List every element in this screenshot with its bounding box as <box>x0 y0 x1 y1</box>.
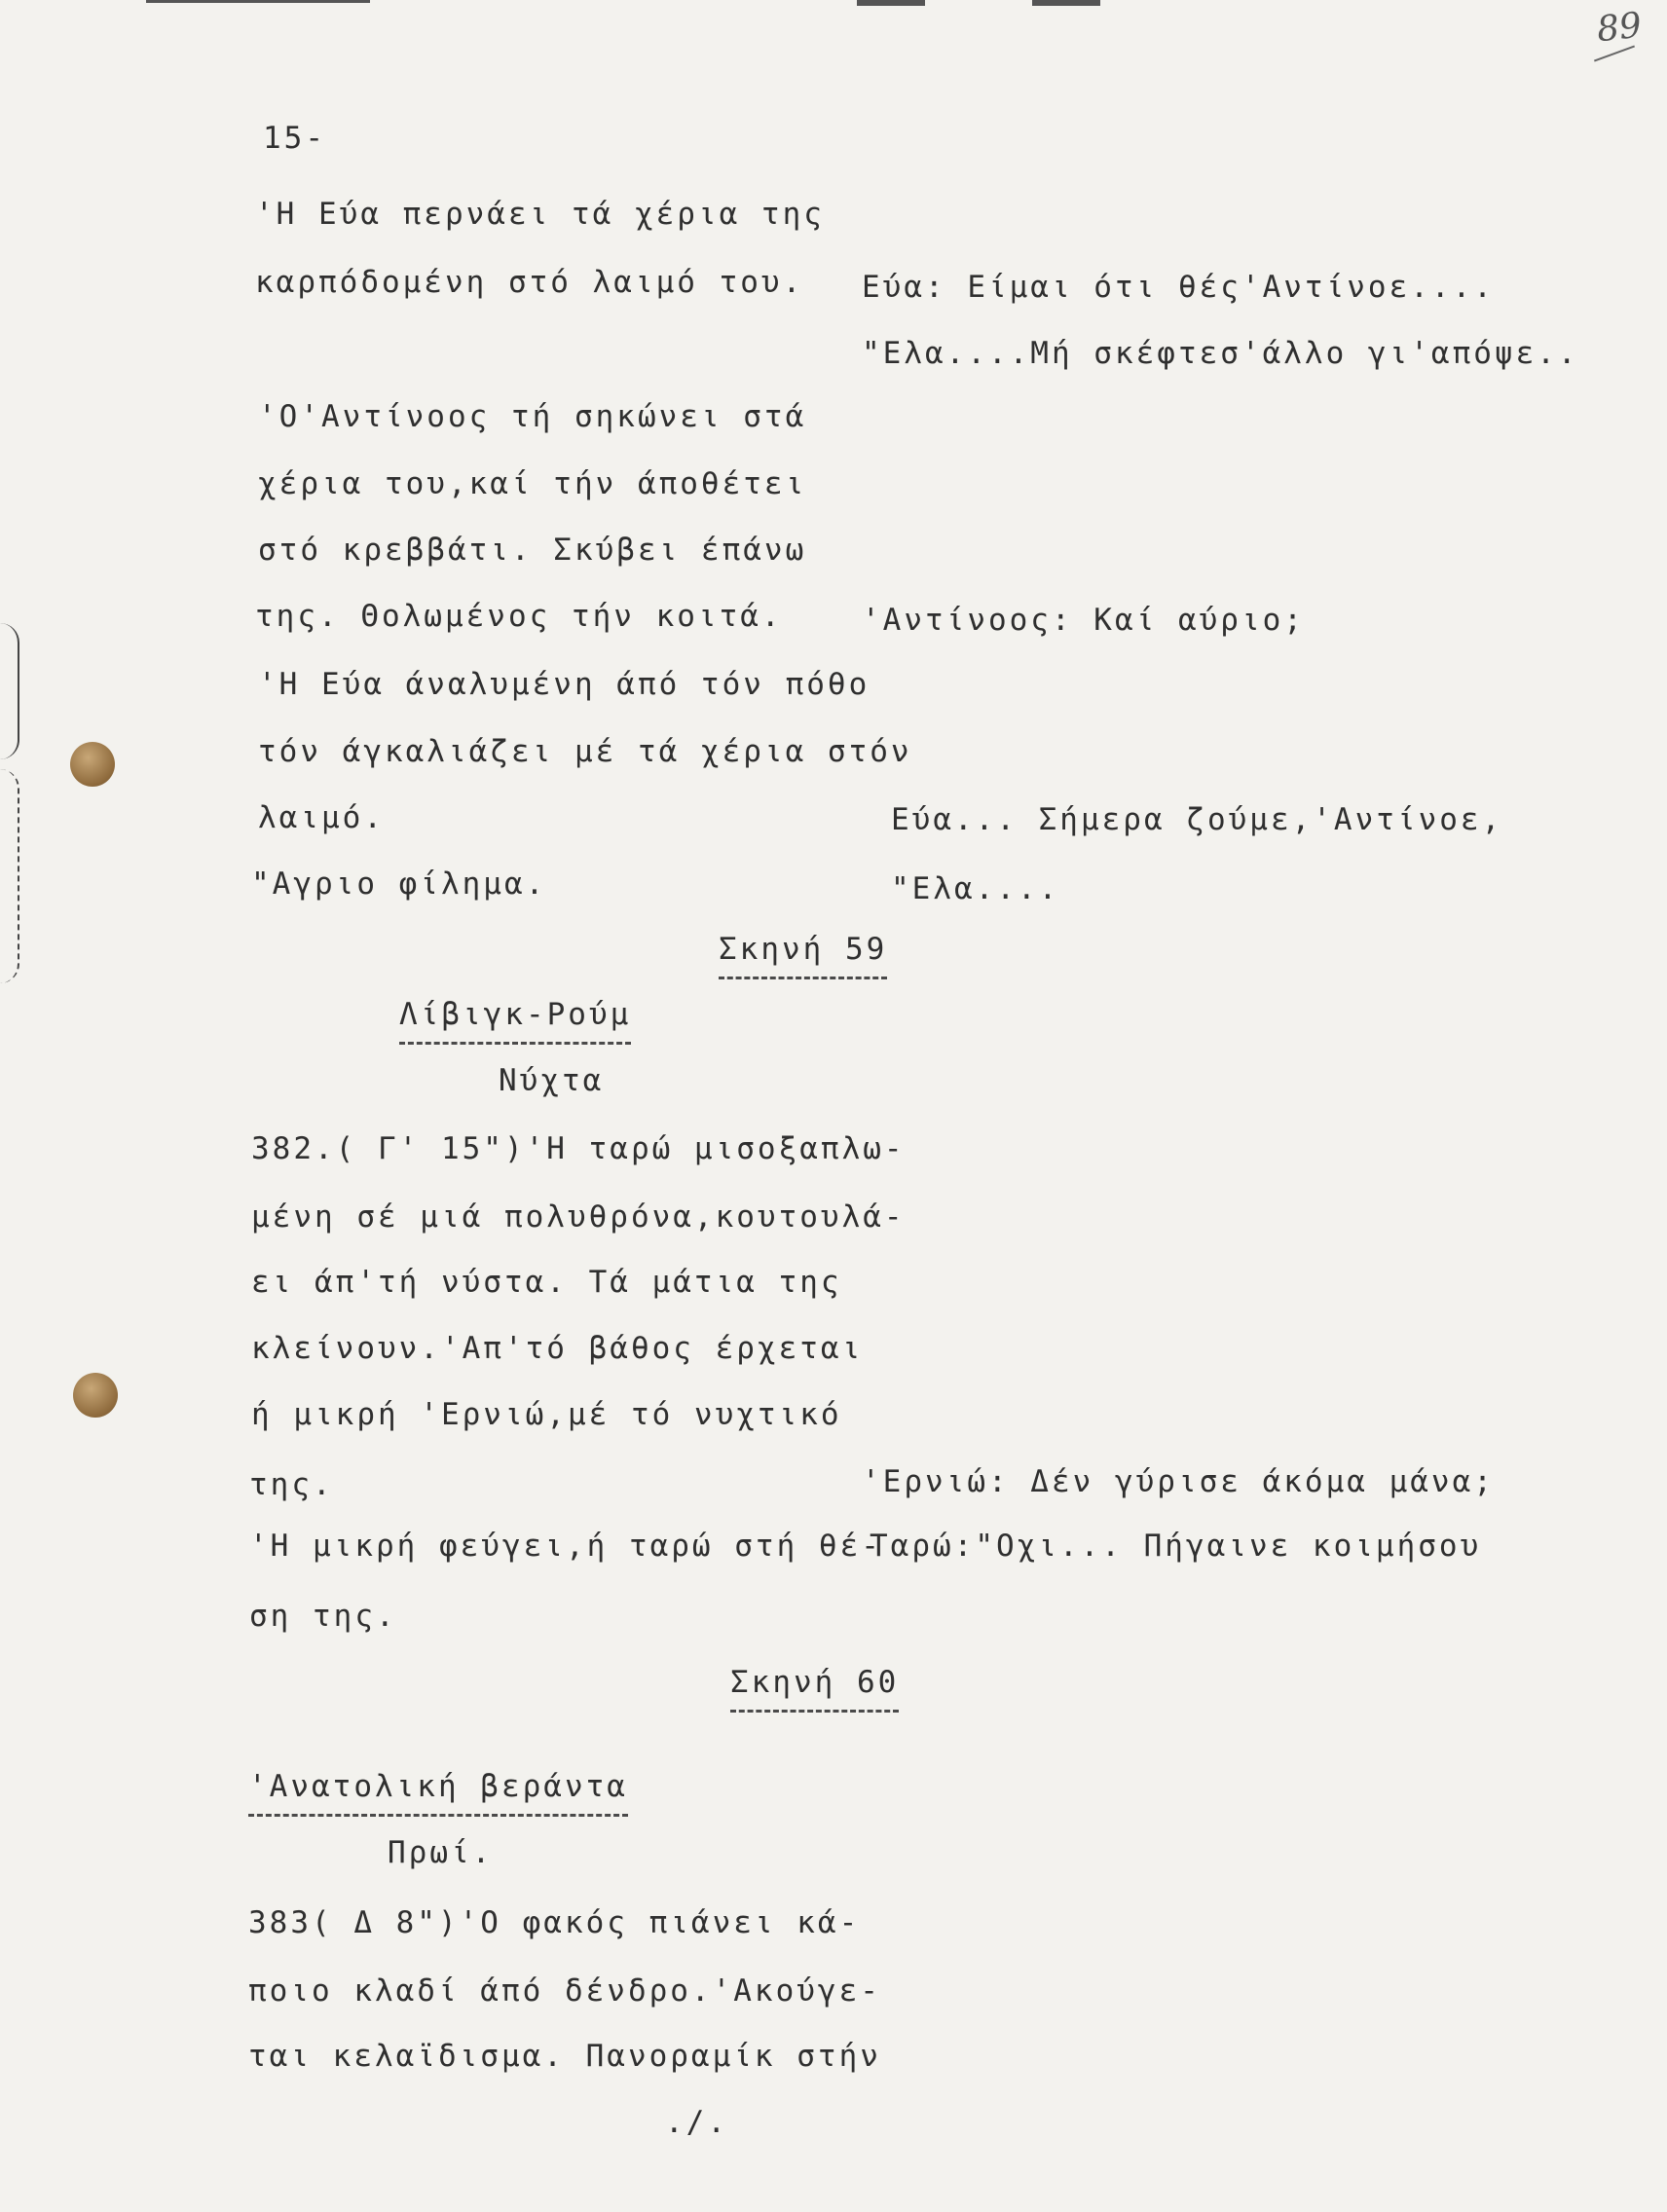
shot-line: ει άπ'τή νύστα. Τά μάτια της <box>251 1265 842 1300</box>
shot-line: μένη σέ μιά πολυθρόνα,κουτουλά- <box>251 1199 906 1235</box>
direction-line: "Αγριο φίλημα. <box>251 866 547 902</box>
shot-line: της. <box>249 1467 334 1502</box>
top-edge-mark <box>146 0 370 3</box>
dialogue-line: 'Αντίνοος: Καί αύριο; <box>862 603 1305 638</box>
shot-line: ποιο κλαδί άπό δένδρο.'Ακούγε- <box>248 1973 881 2009</box>
dialogue-line: "Ελα....Μή σκέφτεσ'άλλο γι'απόψε.. <box>862 336 1579 371</box>
direction-line: καρπόδομένη στό λαιμό του. <box>255 265 804 300</box>
shot-line: κλείνουν.'Απ'τό βάθος έρχεται <box>251 1331 864 1366</box>
direction-line: 'Ο'Αντίνοος τή σηκώνει στά <box>258 399 807 434</box>
direction-line: λαιμό. <box>258 800 385 835</box>
top-edge-mark <box>1032 0 1100 6</box>
dialogue-line: Εύα: Είμαι ότι θές'Αντίνοε.... <box>862 270 1495 305</box>
dialogue-line: Εύα... Σήμερα ζούμε,'Αντίνοε, <box>891 802 1503 837</box>
scene-location: Λίβιγκ-Ρούμ <box>399 995 631 1045</box>
scene-time: Πρωί. <box>388 1835 494 1870</box>
binding-edge <box>0 769 19 983</box>
dialogue-line: 'Ερνιώ: Δέν γύρισε άκόμα μάνα; <box>862 1464 1495 1499</box>
direction-line: της. Θολωμένος τήν κοιτά. <box>255 599 783 634</box>
scene-heading: Σκηνή 60 <box>730 1663 899 1713</box>
top-edge-mark <box>857 0 925 6</box>
direction-line: στό κρεββάτι. Σκύβει έπάνω <box>258 533 807 568</box>
handwritten-page-number: 89 <box>1594 5 1644 51</box>
dialogue-line: "Ελα.... <box>891 871 1060 906</box>
shot-line: ή μικρή 'Ερνιώ,μέ τό νυχτικό <box>251 1397 842 1432</box>
direction-line: χέρια του,καί τήν άποθέτει <box>258 466 807 501</box>
dialogue-line: Ταρώ:"Οχι... Πήγαινε κοιμήσου <box>870 1529 1482 1564</box>
direction-line: τόν άγκαλιάζει μέ τά χέρια στόν <box>258 734 912 769</box>
scene-time: Νύχτα <box>499 1063 605 1098</box>
punch-hole <box>70 742 115 787</box>
shot-line: 383( Δ 8")'Ο φακός πιάνει κά- <box>248 1905 861 1940</box>
shot-line: 'Η μικρή φεύγει,ή ταρώ στή θέ- <box>249 1529 882 1564</box>
scene-heading: Σκηνή 59 <box>719 930 887 979</box>
continuation-mark: ./. <box>665 2105 728 2140</box>
shot-line: ση της. <box>249 1599 397 1634</box>
page-marker: 15- <box>263 121 326 156</box>
shot-line: ται κελαϊδισμα. Πανοραμίκ στήν <box>248 2039 881 2074</box>
scene-location: 'Ανατολική βεράντα <box>248 1767 628 1817</box>
punch-hole <box>73 1373 118 1418</box>
direction-line: 'Η Εύα περνάει τά χέρια της <box>255 197 825 232</box>
shot-line: 382.( Γ' 15")'Η ταρώ μισοξαπλω- <box>251 1131 906 1166</box>
direction-line: 'Η Εύα άναλυμένη άπό τόν πόθο <box>258 667 871 702</box>
binding-edge <box>0 623 19 759</box>
